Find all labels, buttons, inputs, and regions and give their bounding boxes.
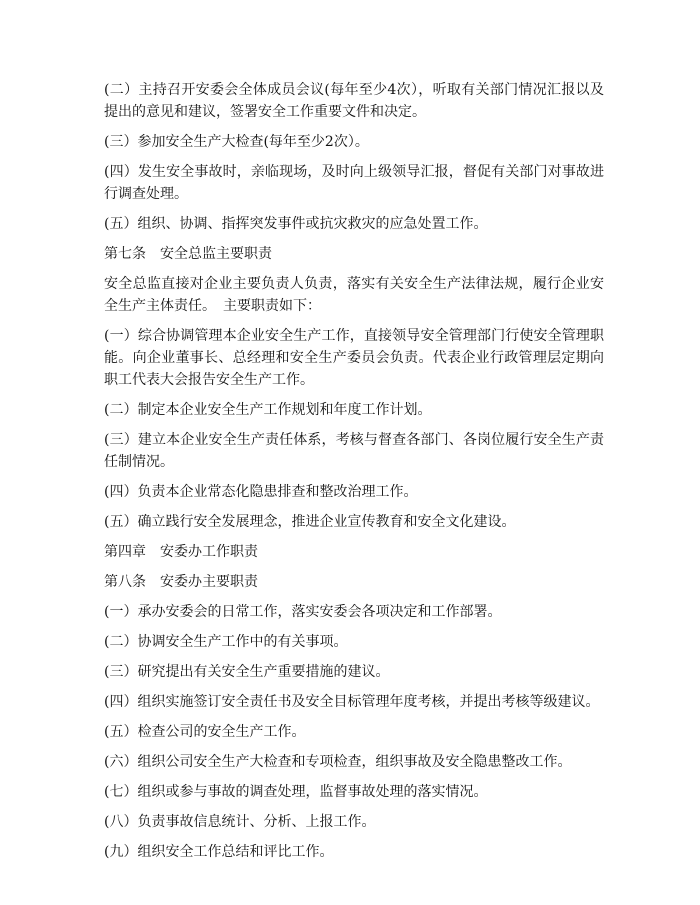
paragraph-duty-2: (二）主持召开安委会全体成员会议(每年至少4次），听取有关部门情况汇报以及提出的意见和建议，签署安全工作重要文件和决定。 [104, 82, 604, 120]
paragraph-duty-4: (四）发生安全事故时，亲临现场，及时向上级领导汇报，督促有关部门对事故进行调查处理。 [104, 164, 604, 202]
document-body [104, 79, 604, 871]
office-duty-2: (二）协调安全生产工作中的有关事项。 [104, 634, 348, 650]
article-7-intro: 安全总监直接对企业主要负责人负责，落实有关安全生产法律法规，履行企业安全生产主体责任。 主要职责如下： [104, 276, 604, 314]
office-duty-9: (九）组织安全工作总结和评比工作。 [104, 844, 334, 860]
office-duty-1: (一）承办安委会的日常工作，落实安委会各项决定和工作部署。 [104, 604, 502, 620]
office-duty-4: (四）组织实施签订安全责任书及安全目标管理年度考核，并提出考核等级建议。 [104, 694, 600, 710]
office-duty-7: (七）组织或参与事故的调查处理，监督事故处理的落实情况。 [104, 784, 488, 800]
paragraph-duty-5: (五）组织、协调、指挥突发事件或抗灾救灾的应急处置工作。 [104, 216, 488, 232]
safety-director-duty-2: (二）制定本企业安全生产工作规划和年度工作计划。 [104, 402, 432, 418]
office-duty-5: (五）检查公司的安全生产工作。 [104, 724, 306, 740]
safety-director-duty-1: (一）综合协调管理本企业安全生产工作，直接领导安全管理部门行使安全管理职能。向企业董事长、总经理和安全生产委员会负责。代表企业行政管理层定期向职工代表大会报告安全生产工作。 [104, 328, 604, 388]
chapter-4-heading: 第四章 安委办工作职责 [104, 544, 258, 560]
safety-director-duty-5: (五）确立践行安全发展理念，推进企业宣传教育和安全文化建设。 [104, 514, 516, 530]
safety-director-duty-3: (三）建立本企业安全生产责任体系，考核与督查各部门、各岗位履行安全生产责任制情况。 [104, 432, 604, 470]
safety-director-duty-4: (四）负责本企业常态化隐患排查和整改治理工作。 [104, 484, 418, 500]
article-8-heading: 第八条 安委办主要职责 [104, 574, 258, 590]
office-duty-6: (六）组织公司安全生产大检查和专项检查，组织事故及安全隐患整改工作。 [104, 754, 572, 770]
paragraph-duty-3: (三）参加安全生产大检查(每年至少2次）。 [104, 134, 369, 150]
article-7-heading: 第七条 安全总监主要职责 [104, 246, 272, 262]
office-duty-8: (八）负责事故信息统计、分析、上报工作。 [104, 814, 376, 830]
office-duty-3: (三）研究提出有关安全生产重要措施的建议。 [104, 664, 390, 680]
